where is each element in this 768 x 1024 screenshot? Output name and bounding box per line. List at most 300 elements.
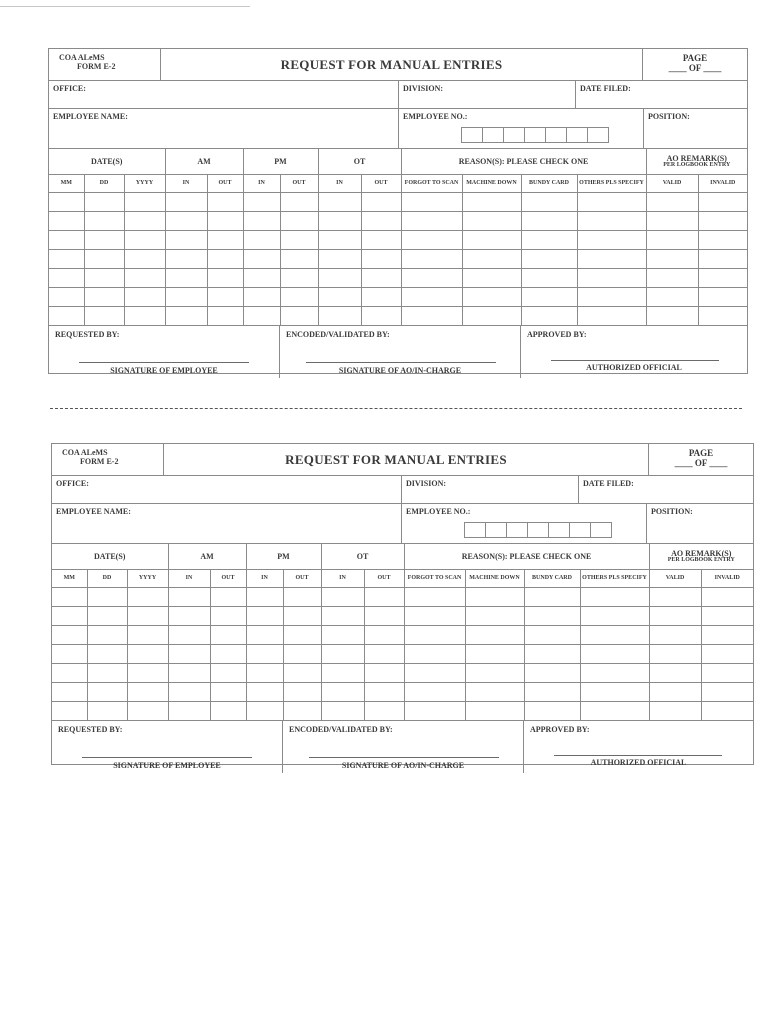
entry-cell[interactable] bbox=[280, 212, 318, 231]
entry-cell[interactable] bbox=[364, 702, 404, 721]
entry-cell[interactable] bbox=[462, 269, 521, 288]
entry-cell[interactable] bbox=[698, 250, 747, 269]
date-filed-field[interactable] bbox=[576, 81, 747, 108]
entry-cell[interactable] bbox=[649, 683, 701, 702]
employee-name-label: EMPLOYEE NAME: bbox=[53, 112, 128, 121]
digit-box[interactable] bbox=[591, 523, 611, 537]
requested-by-block[interactable] bbox=[49, 326, 280, 378]
entry-cell[interactable] bbox=[401, 193, 462, 212]
entry-cell[interactable] bbox=[49, 269, 84, 288]
entry-cell[interactable] bbox=[521, 250, 577, 269]
entry-cell[interactable] bbox=[165, 288, 207, 307]
entry-cell[interactable] bbox=[283, 645, 321, 664]
column-header: OTHERS PLS SPECIFY bbox=[577, 175, 646, 193]
division-field[interactable] bbox=[399, 81, 576, 108]
entry-cell[interactable] bbox=[361, 193, 401, 212]
column-header: BUNDY CARD bbox=[524, 570, 580, 588]
column-header: OUT bbox=[207, 175, 243, 193]
entry-cell[interactable] bbox=[318, 288, 361, 307]
entry-cell[interactable] bbox=[401, 288, 462, 307]
entry-cell[interactable] bbox=[84, 288, 124, 307]
entry-cell[interactable] bbox=[361, 250, 401, 269]
entry-cell[interactable] bbox=[207, 193, 243, 212]
entry-cell[interactable] bbox=[246, 607, 283, 626]
entry-cell[interactable] bbox=[87, 588, 127, 607]
entry-cell[interactable] bbox=[701, 626, 753, 645]
entry-cell[interactable] bbox=[462, 250, 521, 269]
entry-cell[interactable] bbox=[243, 307, 280, 326]
entry-cell[interactable] bbox=[701, 645, 753, 664]
entry-cell[interactable] bbox=[283, 626, 321, 645]
manual-entry-form-1 bbox=[48, 48, 748, 374]
entry-cell[interactable] bbox=[84, 307, 124, 326]
entry-cell[interactable] bbox=[465, 607, 524, 626]
entry-cell[interactable] bbox=[698, 193, 747, 212]
table-row bbox=[49, 269, 747, 288]
division-field[interactable] bbox=[402, 476, 579, 503]
entry-cell[interactable] bbox=[49, 212, 84, 231]
entry-cell[interactable] bbox=[124, 307, 165, 326]
entry-cell[interactable] bbox=[524, 664, 580, 683]
entry-cell[interactable] bbox=[283, 683, 321, 702]
entry-cell[interactable] bbox=[168, 626, 210, 645]
employee-no-boxes[interactable] bbox=[461, 127, 609, 143]
entry-cell[interactable] bbox=[49, 193, 84, 212]
entry-cell[interactable] bbox=[84, 193, 124, 212]
column-header-row bbox=[49, 175, 747, 193]
entry-cell[interactable] bbox=[318, 269, 361, 288]
entry-cell[interactable] bbox=[207, 250, 243, 269]
entry-cell[interactable] bbox=[577, 269, 646, 288]
entry-cell[interactable] bbox=[243, 212, 280, 231]
entry-cell[interactable] bbox=[361, 307, 401, 326]
entry-cell[interactable] bbox=[318, 193, 361, 212]
entry-cell[interactable] bbox=[246, 702, 283, 721]
entry-cell[interactable] bbox=[521, 288, 577, 307]
entry-cell[interactable] bbox=[84, 231, 124, 250]
entry-cell[interactable] bbox=[465, 588, 524, 607]
entry-cell[interactable] bbox=[280, 307, 318, 326]
entry-cell[interactable] bbox=[124, 212, 165, 231]
entry-cell[interactable] bbox=[165, 250, 207, 269]
employee-no-field[interactable] bbox=[402, 504, 647, 543]
entry-cell[interactable] bbox=[87, 626, 127, 645]
entry-cell[interactable] bbox=[577, 231, 646, 250]
entry-cell[interactable] bbox=[649, 702, 701, 721]
entry-cell[interactable] bbox=[280, 193, 318, 212]
entry-cell[interactable] bbox=[165, 193, 207, 212]
entry-cell[interactable] bbox=[52, 664, 87, 683]
column-header: OUT bbox=[364, 570, 404, 588]
entry-cell[interactable] bbox=[127, 645, 168, 664]
employee-no-boxes[interactable] bbox=[464, 522, 612, 538]
entry-cell[interactable] bbox=[243, 231, 280, 250]
entry-cell[interactable] bbox=[52, 702, 87, 721]
entry-cell[interactable] bbox=[701, 664, 753, 683]
entry-cell[interactable] bbox=[404, 664, 465, 683]
entry-cell[interactable] bbox=[364, 645, 404, 664]
digit-box[interactable] bbox=[567, 128, 588, 142]
entry-cell[interactable] bbox=[698, 288, 747, 307]
column-header: IN bbox=[165, 175, 207, 193]
form-code-line1: COA ALeMS bbox=[62, 448, 108, 457]
employee-no-field[interactable] bbox=[399, 109, 644, 148]
entry-cell[interactable] bbox=[521, 231, 577, 250]
entry-cell[interactable] bbox=[87, 607, 127, 626]
table-row bbox=[52, 702, 753, 721]
digit-box[interactable] bbox=[525, 128, 546, 142]
entry-cell[interactable] bbox=[127, 683, 168, 702]
entry-cell[interactable] bbox=[283, 607, 321, 626]
entry-cell[interactable] bbox=[361, 212, 401, 231]
entry-cell[interactable] bbox=[649, 588, 701, 607]
entry-cell[interactable] bbox=[280, 250, 318, 269]
entry-cell[interactable] bbox=[646, 193, 698, 212]
entry-cell[interactable] bbox=[165, 269, 207, 288]
entry-cell[interactable] bbox=[580, 664, 649, 683]
entry-cell[interactable] bbox=[465, 683, 524, 702]
entry-cell[interactable] bbox=[577, 288, 646, 307]
entry-cell[interactable] bbox=[698, 231, 747, 250]
entry-cell[interactable] bbox=[462, 212, 521, 231]
entry-cell[interactable] bbox=[84, 269, 124, 288]
entry-cell[interactable] bbox=[318, 307, 361, 326]
entry-cell[interactable] bbox=[210, 645, 246, 664]
digit-box[interactable] bbox=[465, 523, 486, 537]
entry-cell[interactable] bbox=[52, 588, 87, 607]
entry-cell[interactable] bbox=[404, 607, 465, 626]
entry-cell[interactable] bbox=[168, 645, 210, 664]
entry-cell[interactable] bbox=[646, 269, 698, 288]
entry-cell[interactable] bbox=[580, 645, 649, 664]
entry-cell[interactable] bbox=[577, 193, 646, 212]
entry-cell[interactable] bbox=[243, 288, 280, 307]
entry-cell[interactable] bbox=[168, 664, 210, 683]
employee-row bbox=[49, 109, 747, 149]
digit-box[interactable] bbox=[546, 128, 567, 142]
entry-cell[interactable] bbox=[210, 626, 246, 645]
entry-cell[interactable] bbox=[210, 683, 246, 702]
entry-cell[interactable] bbox=[462, 288, 521, 307]
entry-cell[interactable] bbox=[49, 250, 84, 269]
entry-cell[interactable] bbox=[124, 231, 165, 250]
entry-cell[interactable] bbox=[283, 702, 321, 721]
entry-cell[interactable] bbox=[465, 702, 524, 721]
entry-cell[interactable] bbox=[364, 683, 404, 702]
entry-cell[interactable] bbox=[462, 307, 521, 326]
requested-by-block[interactable] bbox=[52, 721, 283, 773]
digit-box[interactable] bbox=[486, 523, 507, 537]
entry-cell[interactable] bbox=[701, 607, 753, 626]
entry-cell[interactable] bbox=[524, 702, 580, 721]
group-header-row bbox=[52, 544, 753, 570]
entry-cell[interactable] bbox=[283, 588, 321, 607]
entry-cell[interactable] bbox=[246, 626, 283, 645]
digit-box[interactable] bbox=[462, 128, 483, 142]
entry-cell[interactable] bbox=[524, 607, 580, 626]
entry-cell[interactable] bbox=[87, 683, 127, 702]
entry-cell[interactable] bbox=[524, 645, 580, 664]
page-number-field[interactable] bbox=[649, 444, 753, 475]
entry-cell[interactable] bbox=[168, 588, 210, 607]
ao-remarks-header bbox=[646, 149, 747, 175]
entry-cell[interactable] bbox=[401, 250, 462, 269]
reasons-header: REASON(S): PLEASE CHECK ONE bbox=[401, 149, 646, 175]
entry-cell[interactable] bbox=[87, 664, 127, 683]
digit-box[interactable] bbox=[570, 523, 591, 537]
entry-cell[interactable] bbox=[246, 664, 283, 683]
entry-cell[interactable] bbox=[127, 702, 168, 721]
column-header: BUNDY CARD bbox=[521, 175, 577, 193]
entry-cell[interactable] bbox=[280, 288, 318, 307]
encoded-validated-by-label: ENCODED/VALIDATED BY: bbox=[286, 330, 390, 339]
entry-cell[interactable] bbox=[404, 626, 465, 645]
entry-cell[interactable] bbox=[521, 307, 577, 326]
column-header: MACHINE DOWN bbox=[465, 570, 524, 588]
entry-cell[interactable] bbox=[207, 288, 243, 307]
requested-by-label: REQUESTED BY: bbox=[55, 330, 120, 339]
entry-cell[interactable] bbox=[364, 588, 404, 607]
entry-cell[interactable] bbox=[318, 250, 361, 269]
encoded-validated-by-label: ENCODED/VALIDATED BY: bbox=[289, 725, 393, 734]
entry-cell[interactable] bbox=[210, 664, 246, 683]
entry-cell[interactable] bbox=[646, 307, 698, 326]
entry-cell[interactable] bbox=[698, 212, 747, 231]
entry-cell[interactable] bbox=[524, 626, 580, 645]
entry-cell[interactable] bbox=[577, 250, 646, 269]
digit-box[interactable] bbox=[507, 523, 528, 537]
column-header: INVALID bbox=[698, 175, 747, 193]
entry-cell[interactable] bbox=[404, 702, 465, 721]
entry-cell[interactable] bbox=[364, 664, 404, 683]
entry-cell[interactable] bbox=[168, 683, 210, 702]
column-header: FORGOT TO SCAN bbox=[404, 570, 465, 588]
table-row bbox=[49, 212, 747, 231]
dates-header: DATE(S) bbox=[49, 149, 165, 175]
entry-cell[interactable] bbox=[649, 664, 701, 683]
column-header: OUT bbox=[283, 570, 321, 588]
entry-cell[interactable] bbox=[246, 683, 283, 702]
entry-cell[interactable] bbox=[207, 269, 243, 288]
entry-cell[interactable] bbox=[321, 588, 364, 607]
employee-row bbox=[52, 504, 753, 544]
entry-cell[interactable] bbox=[465, 626, 524, 645]
entry-cell[interactable] bbox=[524, 588, 580, 607]
page-number-field[interactable] bbox=[643, 49, 747, 80]
encoded-validated-by-block[interactable] bbox=[283, 721, 524, 773]
ao-remarks-label: AO REMARK(S) bbox=[671, 548, 732, 558]
entry-cell[interactable] bbox=[580, 588, 649, 607]
column-header: FORGOT TO SCAN bbox=[401, 175, 462, 193]
entry-cell[interactable] bbox=[87, 645, 127, 664]
entry-cell[interactable] bbox=[52, 645, 87, 664]
entry-cell[interactable] bbox=[364, 626, 404, 645]
form-code bbox=[52, 444, 164, 475]
entry-cell[interactable] bbox=[280, 231, 318, 250]
signature-row bbox=[52, 721, 753, 773]
entry-cell[interactable] bbox=[465, 664, 524, 683]
entry-cell[interactable] bbox=[321, 607, 364, 626]
entry-cell[interactable] bbox=[524, 683, 580, 702]
entry-cell[interactable] bbox=[462, 231, 521, 250]
position-field[interactable] bbox=[647, 504, 753, 543]
entry-cell[interactable] bbox=[210, 588, 246, 607]
entry-cell[interactable] bbox=[243, 250, 280, 269]
date-filed-field[interactable] bbox=[579, 476, 753, 503]
entry-cell[interactable] bbox=[165, 307, 207, 326]
column-header: OUT bbox=[280, 175, 318, 193]
position-label: POSITION: bbox=[648, 112, 690, 121]
entry-cell[interactable] bbox=[127, 664, 168, 683]
entry-cell[interactable] bbox=[165, 231, 207, 250]
encoded-validated-by-block[interactable] bbox=[280, 326, 521, 378]
ot-header: OT bbox=[318, 149, 401, 175]
entry-cell[interactable] bbox=[168, 607, 210, 626]
entry-cell[interactable] bbox=[207, 307, 243, 326]
entry-cell[interactable] bbox=[207, 212, 243, 231]
column-header: DD bbox=[87, 570, 127, 588]
entry-cell[interactable] bbox=[207, 231, 243, 250]
cut-line bbox=[50, 408, 742, 409]
entry-cell[interactable] bbox=[52, 626, 87, 645]
digit-box[interactable] bbox=[483, 128, 504, 142]
ao-remarks-label: AO REMARK(S) bbox=[666, 153, 727, 163]
entry-cell[interactable] bbox=[321, 702, 364, 721]
entry-cell[interactable] bbox=[646, 231, 698, 250]
entry-cell[interactable] bbox=[280, 269, 318, 288]
entry-cell[interactable] bbox=[361, 288, 401, 307]
entry-cell[interactable] bbox=[243, 269, 280, 288]
entry-cell[interactable] bbox=[243, 193, 280, 212]
entry-cell[interactable] bbox=[701, 702, 753, 721]
employee-no-label: EMPLOYEE NO.: bbox=[406, 507, 471, 516]
digit-box[interactable] bbox=[528, 523, 549, 537]
entry-cell[interactable] bbox=[124, 288, 165, 307]
digit-box[interactable] bbox=[504, 128, 525, 142]
group-header-row bbox=[49, 149, 747, 175]
entry-cell[interactable] bbox=[649, 645, 701, 664]
entry-cell[interactable] bbox=[165, 212, 207, 231]
entry-cell[interactable] bbox=[321, 626, 364, 645]
entry-cell[interactable] bbox=[646, 288, 698, 307]
approved-by-block[interactable] bbox=[524, 721, 753, 773]
entry-cell[interactable] bbox=[246, 645, 283, 664]
entry-cell[interactable] bbox=[52, 683, 87, 702]
entry-cell[interactable] bbox=[404, 588, 465, 607]
employee-name-field[interactable] bbox=[49, 109, 399, 148]
entry-cell[interactable] bbox=[127, 607, 168, 626]
entry-cell[interactable] bbox=[246, 588, 283, 607]
signature-line bbox=[82, 757, 252, 758]
column-header: MACHINE DOWN bbox=[462, 175, 521, 193]
entry-cell[interactable] bbox=[649, 607, 701, 626]
entry-cell[interactable] bbox=[401, 231, 462, 250]
entry-cell[interactable] bbox=[401, 212, 462, 231]
entry-cell[interactable] bbox=[321, 645, 364, 664]
ot-header: OT bbox=[321, 544, 404, 570]
entry-cell[interactable] bbox=[168, 702, 210, 721]
entry-cell[interactable] bbox=[521, 193, 577, 212]
entry-cell[interactable] bbox=[124, 193, 165, 212]
entry-cell[interactable] bbox=[646, 250, 698, 269]
entry-cell[interactable] bbox=[404, 645, 465, 664]
entry-cell[interactable] bbox=[49, 231, 84, 250]
signature-row bbox=[49, 326, 747, 378]
entry-cell[interactable] bbox=[401, 307, 462, 326]
entry-cell[interactable] bbox=[521, 269, 577, 288]
office-field[interactable] bbox=[52, 476, 402, 503]
digit-box[interactable] bbox=[588, 128, 608, 142]
entry-cell[interactable] bbox=[52, 607, 87, 626]
entry-cell[interactable] bbox=[580, 626, 649, 645]
entry-cell[interactable] bbox=[318, 212, 361, 231]
entry-cell[interactable] bbox=[701, 588, 753, 607]
office-row bbox=[52, 476, 753, 504]
employee-name-field[interactable] bbox=[52, 504, 402, 543]
employee-no-label: EMPLOYEE NO.: bbox=[403, 112, 468, 121]
entry-cell[interactable] bbox=[698, 269, 747, 288]
entry-cell[interactable] bbox=[127, 588, 168, 607]
entry-cell[interactable] bbox=[318, 231, 361, 250]
office-row bbox=[49, 81, 747, 109]
entry-cell[interactable] bbox=[127, 626, 168, 645]
entry-cell[interactable] bbox=[649, 626, 701, 645]
entry-cell[interactable] bbox=[462, 193, 521, 212]
position-field[interactable] bbox=[644, 109, 747, 148]
entry-cell[interactable] bbox=[361, 269, 401, 288]
entry-cell[interactable] bbox=[124, 250, 165, 269]
entry-cell[interactable] bbox=[210, 702, 246, 721]
pm-header: PM bbox=[243, 149, 318, 175]
entry-cell[interactable] bbox=[84, 250, 124, 269]
column-header: DD bbox=[84, 175, 124, 193]
entry-cell[interactable] bbox=[404, 683, 465, 702]
entry-cell[interactable] bbox=[87, 702, 127, 721]
entry-cell[interactable] bbox=[49, 288, 84, 307]
entry-cell[interactable] bbox=[521, 212, 577, 231]
date-filed-label: DATE FILED: bbox=[580, 84, 631, 93]
signature-line bbox=[79, 362, 249, 363]
entry-cell[interactable] bbox=[361, 231, 401, 250]
entry-cell[interactable] bbox=[701, 683, 753, 702]
approved-by-block[interactable] bbox=[521, 326, 747, 378]
entry-cell[interactable] bbox=[577, 307, 646, 326]
entry-cell[interactable] bbox=[283, 664, 321, 683]
office-field[interactable] bbox=[49, 81, 399, 108]
entry-cell[interactable] bbox=[698, 307, 747, 326]
entry-cell[interactable] bbox=[580, 683, 649, 702]
digit-box[interactable] bbox=[549, 523, 570, 537]
entry-cell[interactable] bbox=[210, 607, 246, 626]
entry-cell[interactable] bbox=[577, 212, 646, 231]
table-row bbox=[52, 645, 753, 664]
entry-cell[interactable] bbox=[580, 607, 649, 626]
entry-cell[interactable] bbox=[84, 212, 124, 231]
entry-cell[interactable] bbox=[580, 702, 649, 721]
entry-cell[interactable] bbox=[321, 683, 364, 702]
entry-cell[interactable] bbox=[124, 269, 165, 288]
entry-cell[interactable] bbox=[49, 307, 84, 326]
entry-cell[interactable] bbox=[401, 269, 462, 288]
entry-cell[interactable] bbox=[364, 607, 404, 626]
column-header: INVALID bbox=[701, 570, 753, 588]
approved-by-label: APPROVED BY: bbox=[530, 725, 590, 734]
table-row bbox=[49, 288, 747, 307]
form-header bbox=[52, 444, 753, 476]
entry-cell[interactable] bbox=[646, 212, 698, 231]
entry-cell[interactable] bbox=[465, 645, 524, 664]
entry-cell[interactable] bbox=[321, 664, 364, 683]
